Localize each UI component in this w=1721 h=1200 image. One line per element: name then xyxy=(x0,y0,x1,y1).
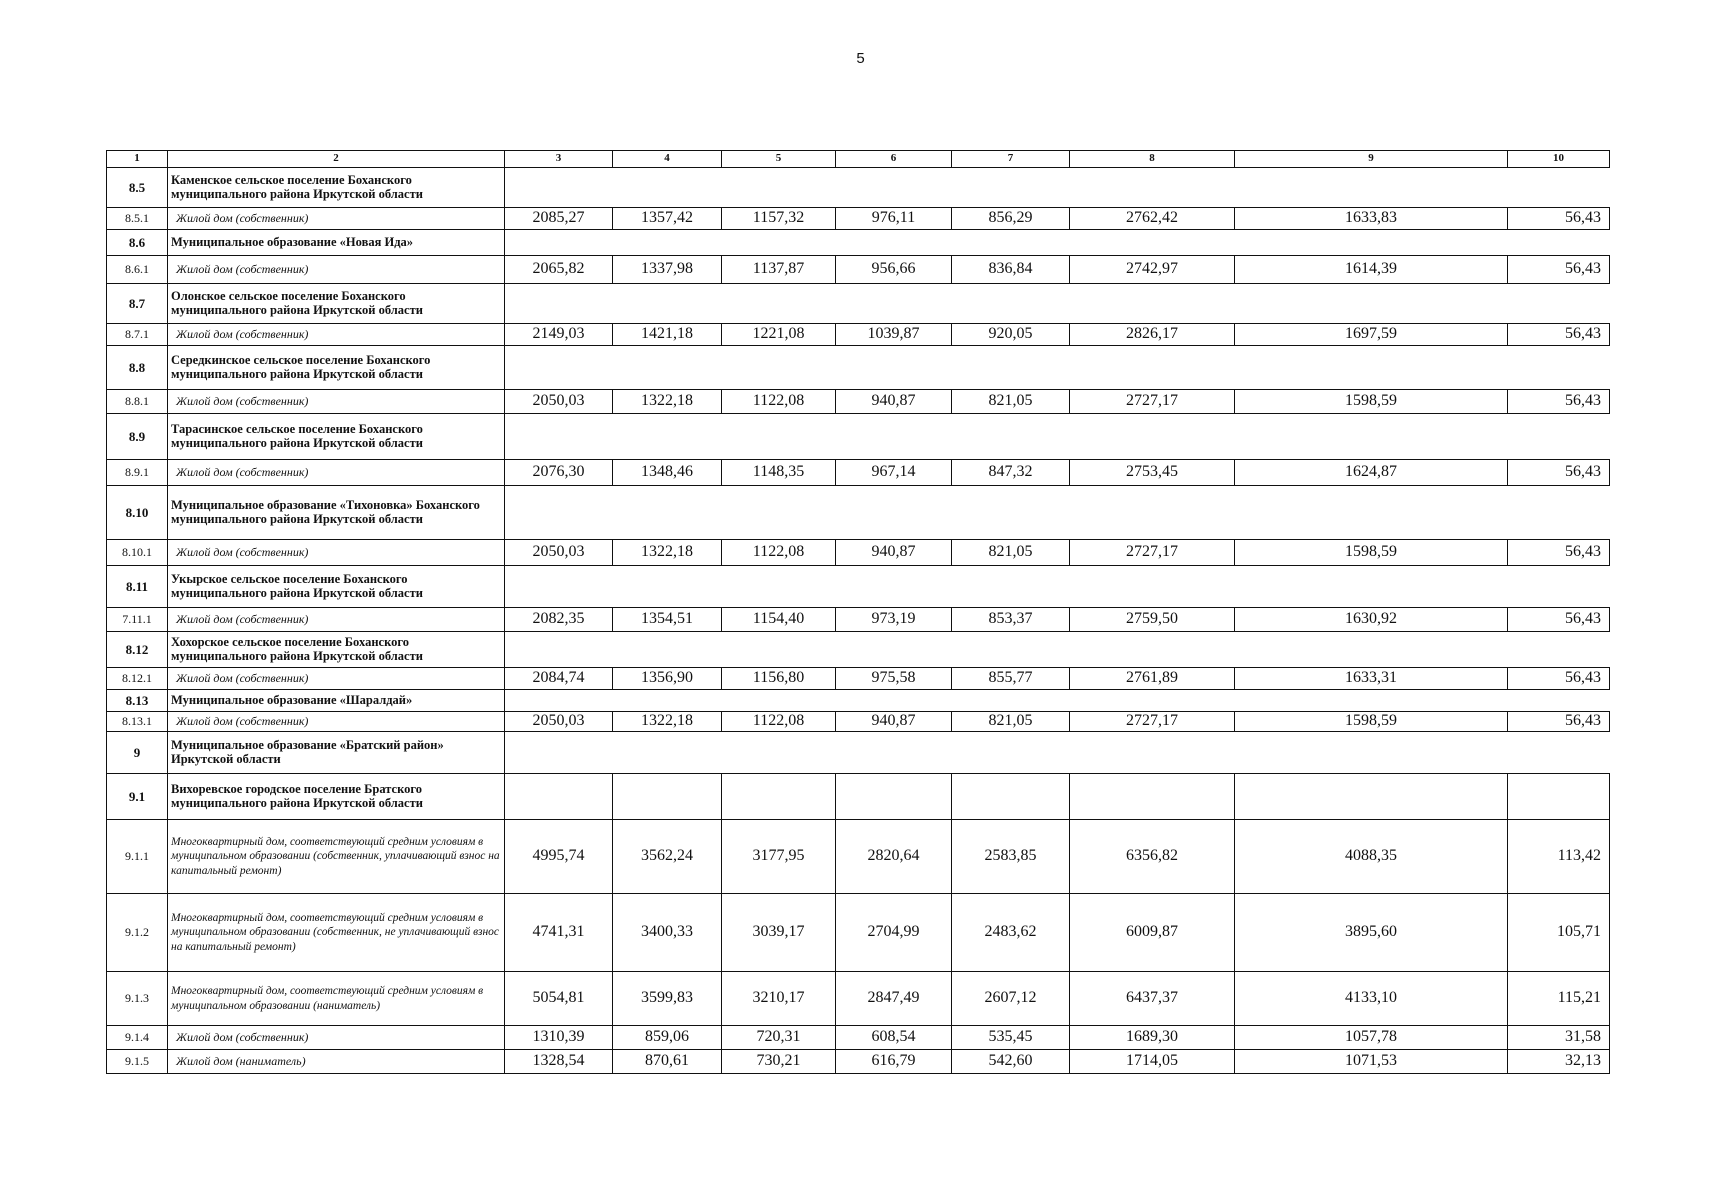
value-cell: 2084,74 xyxy=(505,668,613,690)
row-code: 8.10.1 xyxy=(107,540,168,566)
value-cell: 2065,82 xyxy=(505,256,613,284)
value-cell: 2149,03 xyxy=(505,324,613,346)
value-cell: 1714,05 xyxy=(1070,1050,1235,1074)
empty-cell xyxy=(836,774,952,820)
value-cell: 1337,98 xyxy=(613,256,722,284)
section-header-row xyxy=(107,732,1610,774)
value-cell: 1137,87 xyxy=(722,256,836,284)
section-header-row xyxy=(107,486,1610,540)
column-number: 9 xyxy=(1235,151,1508,168)
section-code: 8.8 xyxy=(107,346,168,390)
value-cell: 1633,31 xyxy=(1235,668,1508,690)
value-cell: 2727,17 xyxy=(1070,712,1235,732)
value-cell: 1322,18 xyxy=(613,712,722,732)
value-cell: 956,66 xyxy=(836,256,952,284)
value-cell: 3400,33 xyxy=(613,894,722,972)
empty-cell xyxy=(505,774,613,820)
value-cell: 1157,32 xyxy=(722,208,836,230)
row-code: 8.13.1 xyxy=(107,712,168,732)
value-cell: 56,43 xyxy=(1508,256,1610,284)
empty-cell xyxy=(613,774,722,820)
value-cell: 1421,18 xyxy=(613,324,722,346)
section-name: Муниципальное образование «Тихоновка» Боханского муниципального района Иркутской области xyxy=(168,486,505,540)
table-row xyxy=(107,1026,1610,1050)
value-cell: 1357,42 xyxy=(613,208,722,230)
value-cell: 859,06 xyxy=(613,1026,722,1050)
section-name: Тарасинское сельское поселение Боханского муниципального района Иркутской области xyxy=(168,414,505,460)
value-cell: 730,21 xyxy=(722,1050,836,1074)
column-number: 3 xyxy=(505,151,613,168)
value-cell: 847,32 xyxy=(952,460,1070,486)
value-cell: 4133,10 xyxy=(1235,972,1508,1026)
empty-cell xyxy=(1070,774,1235,820)
value-cell: 115,21 xyxy=(1508,972,1610,1026)
value-cell: 2704,99 xyxy=(836,894,952,972)
table-row xyxy=(107,668,1610,690)
row-label: Жилой дом (собственник) xyxy=(168,256,505,284)
value-cell: 976,11 xyxy=(836,208,952,230)
row-code: 9.1.2 xyxy=(107,894,168,972)
value-cell: 56,43 xyxy=(1508,208,1610,230)
row-code: 9.1.1 xyxy=(107,820,168,894)
value-cell: 535,45 xyxy=(952,1026,1070,1050)
value-cell: 608,54 xyxy=(836,1026,952,1050)
row-label: Многоквартирный дом, соответствующий средним условиям в муниципальном образовании (наниматель) xyxy=(168,972,505,1026)
value-cell: 975,58 xyxy=(836,668,952,690)
section-code: 8.10 xyxy=(107,486,168,540)
value-cell: 2050,03 xyxy=(505,712,613,732)
value-cell: 940,87 xyxy=(836,390,952,414)
value-cell: 56,43 xyxy=(1508,324,1610,346)
section-name: Укырское сельское поселение Боханского муниципального района Иркутской области xyxy=(168,566,505,608)
row-code: 9.1.3 xyxy=(107,972,168,1026)
row-code: 8.5.1 xyxy=(107,208,168,230)
column-number: 10 xyxy=(1508,151,1610,168)
value-cell: 2742,97 xyxy=(1070,256,1235,284)
value-cell: 1630,92 xyxy=(1235,608,1508,632)
table-row xyxy=(107,894,1610,972)
value-cell: 2727,17 xyxy=(1070,540,1235,566)
value-cell: 1697,59 xyxy=(1235,324,1508,346)
section-code: 8.9 xyxy=(107,414,168,460)
table-row xyxy=(107,256,1610,284)
row-code: 9.1.4 xyxy=(107,1026,168,1050)
section-header-row xyxy=(107,168,1610,208)
value-cell: 853,37 xyxy=(952,608,1070,632)
row-label: Жилой дом (собственник) xyxy=(168,712,505,732)
section-name: Середкинское сельское поселение Боханского муниципального района Иркутской области xyxy=(168,346,505,390)
value-cell: 2483,62 xyxy=(952,894,1070,972)
value-cell: 2759,50 xyxy=(1070,608,1235,632)
section-code: 8.5 xyxy=(107,168,168,208)
empty-cell xyxy=(505,732,1610,774)
row-label: Жилой дом (собственник) xyxy=(168,608,505,632)
table-row xyxy=(107,390,1610,414)
row-label: Многоквартирный дом, соответствующий средним условиям в муниципальном образовании (собственник, уплачивающий взнос на капитальный ремонт) xyxy=(168,820,505,894)
section-name: Муниципальное образование «Новая Ида» xyxy=(168,230,505,256)
row-label: Жилой дом (собственник) xyxy=(168,1026,505,1050)
value-cell: 6009,87 xyxy=(1070,894,1235,972)
table-row xyxy=(107,608,1610,632)
table-row xyxy=(107,460,1610,486)
value-cell: 1122,08 xyxy=(722,390,836,414)
row-code: 8.7.1 xyxy=(107,324,168,346)
value-cell: 2082,35 xyxy=(505,608,613,632)
table-body xyxy=(107,151,1610,1074)
column-number: 1 xyxy=(107,151,168,168)
section-header-row xyxy=(107,230,1610,256)
value-cell: 3177,95 xyxy=(722,820,836,894)
value-cell: 2076,30 xyxy=(505,460,613,486)
value-cell: 2847,49 xyxy=(836,972,952,1026)
table-row xyxy=(107,820,1610,894)
value-cell: 3599,83 xyxy=(613,972,722,1026)
value-cell: 973,19 xyxy=(836,608,952,632)
section-header-row xyxy=(107,284,1610,324)
empty-cell xyxy=(505,486,1610,540)
value-cell: 1356,90 xyxy=(613,668,722,690)
value-cell: 967,14 xyxy=(836,460,952,486)
value-cell: 56,43 xyxy=(1508,712,1610,732)
section-name: Муниципальное образование «Шаралдай» xyxy=(168,690,505,712)
row-code: 8.9.1 xyxy=(107,460,168,486)
column-number: 4 xyxy=(613,151,722,168)
value-cell: 616,79 xyxy=(836,1050,952,1074)
row-code: 8.12.1 xyxy=(107,668,168,690)
value-cell: 1057,78 xyxy=(1235,1026,1508,1050)
value-cell: 1598,59 xyxy=(1235,540,1508,566)
value-cell: 56,43 xyxy=(1508,540,1610,566)
section-header-row xyxy=(107,414,1610,460)
section-code: 9.1 xyxy=(107,774,168,820)
value-cell: 856,29 xyxy=(952,208,1070,230)
value-cell: 1156,80 xyxy=(722,668,836,690)
value-cell: 1154,40 xyxy=(722,608,836,632)
section-header-row xyxy=(107,346,1610,390)
row-label: Жилой дом (собственник) xyxy=(168,324,505,346)
value-cell: 855,77 xyxy=(952,668,1070,690)
row-code: 8.8.1 xyxy=(107,390,168,414)
value-cell: 2753,45 xyxy=(1070,460,1235,486)
row-label: Жилой дом (собственник) xyxy=(168,460,505,486)
value-cell: 105,71 xyxy=(1508,894,1610,972)
row-label: Жилой дом (собственник) xyxy=(168,208,505,230)
table-row xyxy=(107,972,1610,1026)
value-cell: 870,61 xyxy=(613,1050,722,1074)
table-row xyxy=(107,1050,1610,1074)
section-code: 8.12 xyxy=(107,632,168,668)
value-cell: 1633,83 xyxy=(1235,208,1508,230)
value-cell: 2826,17 xyxy=(1070,324,1235,346)
section-name: Олонское сельское поселение Боханского муниципального района Иркутской области xyxy=(168,284,505,324)
value-cell: 31,58 xyxy=(1508,1026,1610,1050)
value-cell: 720,31 xyxy=(722,1026,836,1050)
value-cell: 3039,17 xyxy=(722,894,836,972)
value-cell: 1624,87 xyxy=(1235,460,1508,486)
value-cell: 1071,53 xyxy=(1235,1050,1508,1074)
value-cell: 56,43 xyxy=(1508,390,1610,414)
value-cell: 6356,82 xyxy=(1070,820,1235,894)
value-cell: 5054,81 xyxy=(505,972,613,1026)
empty-cell xyxy=(505,690,1610,712)
value-cell: 4741,31 xyxy=(505,894,613,972)
value-cell: 3210,17 xyxy=(722,972,836,1026)
section-name: Каменское сельское поселение Боханского муниципального района Иркутской области xyxy=(168,168,505,208)
section-header-row xyxy=(107,690,1610,712)
value-cell: 113,42 xyxy=(1508,820,1610,894)
value-cell: 1122,08 xyxy=(722,540,836,566)
page-number: 5 xyxy=(856,50,865,67)
row-code: 7.11.1 xyxy=(107,608,168,632)
value-cell: 821,05 xyxy=(952,712,1070,732)
empty-cell xyxy=(505,414,1610,460)
value-cell: 1221,08 xyxy=(722,324,836,346)
value-cell: 940,87 xyxy=(836,712,952,732)
section-code: 8.6 xyxy=(107,230,168,256)
column-number-row xyxy=(107,151,1610,168)
column-number: 7 xyxy=(952,151,1070,168)
table-row xyxy=(107,324,1610,346)
empty-cell xyxy=(505,632,1610,668)
value-cell: 1614,39 xyxy=(1235,256,1508,284)
empty-cell xyxy=(505,566,1610,608)
section-name: Вихоревское городское поселение Братского муниципального района Иркутской области xyxy=(168,774,505,820)
table-row xyxy=(107,540,1610,566)
column-number: 2 xyxy=(168,151,505,168)
empty-cell xyxy=(505,230,1610,256)
value-cell: 3562,24 xyxy=(613,820,722,894)
value-cell: 1322,18 xyxy=(613,390,722,414)
value-cell: 1148,35 xyxy=(722,460,836,486)
section-header-row xyxy=(107,632,1610,668)
value-cell: 1322,18 xyxy=(613,540,722,566)
empty-cell xyxy=(722,774,836,820)
value-cell: 2820,64 xyxy=(836,820,952,894)
value-cell: 1598,59 xyxy=(1235,390,1508,414)
value-cell: 2583,85 xyxy=(952,820,1070,894)
value-cell: 56,43 xyxy=(1508,608,1610,632)
table-row xyxy=(107,208,1610,230)
empty-cell xyxy=(1508,774,1610,820)
section-code: 8.13 xyxy=(107,690,168,712)
column-number: 6 xyxy=(836,151,952,168)
row-code: 8.6.1 xyxy=(107,256,168,284)
empty-cell xyxy=(1235,774,1508,820)
value-cell: 32,13 xyxy=(1508,1050,1610,1074)
section-name: Муниципальное образование «Братский район» Иркутской области xyxy=(168,732,505,774)
tariff-table xyxy=(106,150,1610,1074)
value-cell: 56,43 xyxy=(1508,668,1610,690)
value-cell: 1689,30 xyxy=(1070,1026,1235,1050)
value-cell: 821,05 xyxy=(952,390,1070,414)
section-code: 8.7 xyxy=(107,284,168,324)
section-code: 9 xyxy=(107,732,168,774)
value-cell: 2085,27 xyxy=(505,208,613,230)
column-number: 5 xyxy=(722,151,836,168)
section-name: Хохорское сельское поселение Боханского муниципального района Иркутской области xyxy=(168,632,505,668)
empty-cell xyxy=(505,284,1610,324)
value-cell: 6437,37 xyxy=(1070,972,1235,1026)
value-cell: 2727,17 xyxy=(1070,390,1235,414)
value-cell: 1328,54 xyxy=(505,1050,613,1074)
empty-cell xyxy=(505,346,1610,390)
empty-cell xyxy=(952,774,1070,820)
value-cell: 1348,46 xyxy=(613,460,722,486)
value-cell: 4995,74 xyxy=(505,820,613,894)
row-label: Многоквартирный дом, соответствующий средним условиям в муниципальном образовании (собственник, не уплачивающий взнос на капитальный ремонт) xyxy=(168,894,505,972)
value-cell: 821,05 xyxy=(952,540,1070,566)
row-code: 9.1.5 xyxy=(107,1050,168,1074)
value-cell: 2050,03 xyxy=(505,390,613,414)
value-cell: 1039,87 xyxy=(836,324,952,346)
row-label: Жилой дом (собственник) xyxy=(168,390,505,414)
row-label: Жилой дом (собственник) xyxy=(168,540,505,566)
section-code: 8.11 xyxy=(107,566,168,608)
section-header-row xyxy=(107,566,1610,608)
value-cell: 1598,59 xyxy=(1235,712,1508,732)
value-cell: 836,84 xyxy=(952,256,1070,284)
row-label: Жилой дом (наниматель) xyxy=(168,1050,505,1074)
empty-cell xyxy=(505,168,1610,208)
value-cell: 940,87 xyxy=(836,540,952,566)
value-cell: 2050,03 xyxy=(505,540,613,566)
value-cell: 2761,89 xyxy=(1070,668,1235,690)
value-cell: 542,60 xyxy=(952,1050,1070,1074)
value-cell: 920,05 xyxy=(952,324,1070,346)
table-row xyxy=(107,712,1610,732)
value-cell: 2762,42 xyxy=(1070,208,1235,230)
value-cell: 56,43 xyxy=(1508,460,1610,486)
section-header-row xyxy=(107,774,1610,820)
value-cell: 1122,08 xyxy=(722,712,836,732)
value-cell: 2607,12 xyxy=(952,972,1070,1026)
column-number: 8 xyxy=(1070,151,1235,168)
value-cell: 1354,51 xyxy=(613,608,722,632)
value-cell: 3895,60 xyxy=(1235,894,1508,972)
row-label: Жилой дом (собственник) xyxy=(168,668,505,690)
value-cell: 4088,35 xyxy=(1235,820,1508,894)
value-cell: 1310,39 xyxy=(505,1026,613,1050)
